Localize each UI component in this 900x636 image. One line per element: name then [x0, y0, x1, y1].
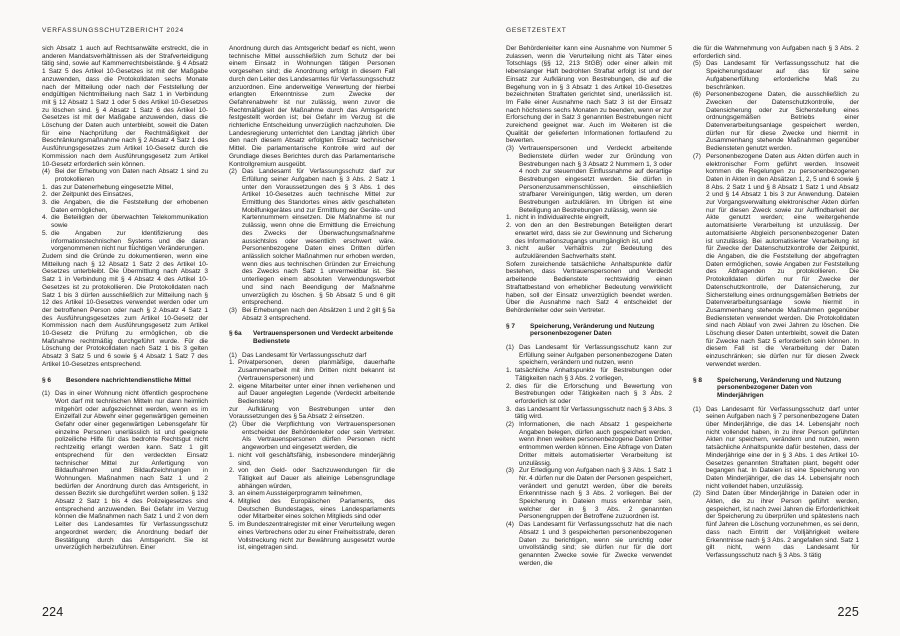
section-title: Speicherung, Veränderung und Nutzung personenbezogener Daten: [530, 322, 655, 338]
paragraph-marker: 3.: [229, 490, 235, 498]
paragraph-text: Das Landesamt für Verfassungsschutz darf zur Erfüllung seiner Aufgaben nach § 3 Abs. 2 Satz 1 unter den Voraussetzungen des § 3 Abs. 1 des Artikel 10-Gesetzes auch technische Mittel zur Ermittlung des Standortes eines aktiv geschalteten Mobilfunkgerätes und zur Ermittlung der Geräte- und Kartennummern einsetzen. Die Maßnahme ist nur zulässig, wenn ohne die Ermittlung die Erreichung des Zwecks der Überwachungsmaßnahme aussichtslos oder wesentlich erschwert wäre. Personenbezogene Daten eines Dritten dürfen anlässlich solcher Maßnahmen nur erhoben werden, wenn dies aus technischen Gründen zur Erreichung des Zwecks nach Satz 1 unvermeidbar ist. Sie unterliegen einem absoluten Verwendungsverbot und sind nach Beendigung der Maßnahme unverzüglich zu löschen. § 5b Absatz 5 und 6 gilt entsprechend.: [242, 168, 395, 307]
section-heading: [693, 377, 859, 400]
paragraph: zur Aufklärung von Bestrebungen unter den Voraussetzungen des § 5a Absatz 2 einsetzen.: [229, 405, 395, 421]
paragraph-marker: (4): [506, 521, 514, 529]
paragraph-text: von den Geld- oder Sachzuwendungen für die Tätigkeit auf Dauer als alleinige Lebensgrundlage abhängen würden,: [238, 467, 395, 490]
list-item: [229, 521, 395, 552]
list-item: [42, 184, 208, 192]
paragraph-text: von den an den Bestrebungen Beteiligten derart erwartet wird, dass sie zur Gewinnung und Sicherung des Informationszugangs unumgänglich ist, und: [515, 222, 672, 245]
paragraph-marker: 4.: [42, 214, 48, 222]
paragraph-marker: 1.: [506, 367, 512, 375]
paragraph: Der Behördenleiter kann eine Ausnahme von Nummer 5 zulassen, wenn die Verurteilung nicht als Täter eines Totschlags (§§ 12, 213 StGB) oder einer allein mit lebenslanger Haft bedrohten Straftat erfolgt ist und der Einsatz zur Aufklärung von Bestrebungen, die auf die Begehung von in § 3 Absatz 1 des Artikel 10-Gesetzes bezeichneten Straftaten gerichtet sind, unerlässlich ist. Im Falle einer Ausnahme nach Satz 3 ist der Einsatz nach höchstens sechs Monaten zu beenden, wenn er zur Erforschung der in Satz 3 genannten Bestrebungen nicht zureichend geeignet war. Auch im Weiteren ist die Qualität der gelieferten Informationen fortlaufend zu bewerten.: [506, 45, 672, 145]
text-column: [693, 45, 859, 593]
paragraph: [229, 421, 395, 452]
section-title: Speicherung, Veränderung und Nutzung personenbezogener Daten von Minderjährigen: [717, 376, 842, 399]
text-column: [229, 45, 395, 593]
list-item: [42, 191, 208, 199]
section-heading: [42, 377, 208, 385]
running-head-left: VERFASSUNGSSCHUTZBERICHT 2024: [42, 27, 184, 34]
paragraph: [506, 145, 672, 214]
paragraph-marker: (3): [506, 145, 514, 153]
paragraph-marker: 2.: [42, 191, 48, 199]
list-item: [229, 490, 395, 498]
paragraph-marker: 1.: [229, 359, 235, 367]
paragraph-marker: (2): [229, 421, 237, 429]
paragraph: [42, 168, 208, 183]
paragraph: [506, 421, 672, 467]
paragraph-text: die Beteiligten der überwachten Telekommunikation sowie: [51, 214, 208, 230]
paragraph-marker: (3): [229, 306, 237, 314]
paragraph: [506, 467, 672, 521]
section-number: § 7: [506, 322, 516, 330]
paragraph: Zudem sind die Gründe zu dokumentieren, wenn eine Mitteilung nach § 12 Absatz 1 Satz 2 des Artikel 10-Gesetzes unterbleibt. Die Übermittlung nach Absatz 3 Satz 1 in Verbindung mit § 4 Absatz 4 des Artikel 10-Gesetzes ist zu protokollieren. Die Protokolldaten nach Satz 1 bis 3 dürfen ausschließlich zur Mitteilung nach § 12 des Artikel 10-Gesetzes verwendet werden oder um der betroffenen Person oder nach § 2 Absatz 4 Satz 1 des Ausführungsgesetzes zum Artikel 10-Gesetz der Kommission nach dem Ausführungsgesetz zum Artikel 10-Gesetz die Prüfung zu ermöglichen, ob die Maßnahme rechtmäßig durchgeführt wurde. Für die Löschung der Protokolldaten nach Satz 1 bis 3 gelten Absatz 3 Satz 5 und 6 sowie § 4 Absatz 1 Satz 7 des Artikel 10-Gesetzes entsprechend.: [42, 252, 208, 368]
paragraph: [693, 490, 859, 559]
paragraph: Anordnung durch das Amtsgericht bedarf es nicht, wenn technische Mittel ausschließlich zum Schutz der bei einem Einsatz in Wohnungen tätigen Personen vorgesehen sind; die Anordnung erfolgt in diesem Fall durch den Leiter des Landesamtes für Verfassungsschutz anzuordnen. Eine anderweitige Verwertung der hierbei erlangten Erkenntnisse zum Zwecke der Gefahrenabwehr ist nur zulässig, wenn zuvor die Rechtmäßigkeit der Maßnahme durch das Amtsgericht festgestellt worden ist; bei Gefahr im Verzug ist die richterliche Entscheidung unverzüglich nachzuholen. Die Landesregierung unterrichtet den Landtag jährlich über den nach diesem Absatz erfolgten Einsatz technischer Mittel. Die parlamentarische Kontrolle wird auf der Grundlage dieses Berichtes durch das Parlamentarische Kontrollgremium ausgeübt.: [229, 45, 395, 168]
paragraph-text: Zur Erledigung von Aufgaben nach § 3 Abs. 1 Satz 1 Nr. 4 dürfen nur die Daten der Personen gespeichert, verändert und genutzt werden, über die bereits Erkenntnisse nach § 3 Abs. 2 vorliegen. Bei der Speicherung in Dateien muss erkennbar sein, welcher der in § 3 Abs. 2 genannten Personengruppen der Betroffene zuzuordnen ist.: [519, 467, 672, 521]
paragraph-marker: (3): [506, 467, 514, 475]
paragraph-marker: 1.: [506, 214, 512, 222]
list-item: [506, 245, 672, 260]
list-item: [506, 406, 672, 421]
page-number-right: 225: [837, 605, 859, 619]
paragraph: [229, 307, 395, 322]
paragraph: die für die Wahrnehmung von Aufgaben nach § 3 Abs. 2 erforderlich sind.: [693, 45, 859, 60]
paragraph-text: Personenbezogene Daten aus Akten dürfen auch in elektronischer Form geführt werden. Insoweit kommen die Regelungen zu personenbezogenen Daten in Akten in den Absätzen 1, 2, 5 und 6 sowie § 8 Abs. 2 Satz 1 und § 8 Absatz 1 Satz 1 und Absatz 2 und § 14 Absatz 1 bis 3 zur Anwendung. Dateien zur Vorgangsverwaltung elektronischer Akten dürfen nur für diesen Zweck sowie zur Auffindbarkeit der Akte genutzt werden; eine weitergehende automatisierte Verarbeitung ist unzulässig. Der automatisierte Abgleich personenbezogener Daten ist unzulässig. Bei automatisierter Verarbeitung ist für Zwecke der Datenschutzkontrolle der Zeitpunkt, die Angaben, die die Feststellung der abgefragten Daten ermöglichen, sowie Angaben zur Feststellung des Abfragenden zu protokollieren. Die Protokolldaten dürfen nur für Zwecke der Datenschutzkontrolle, der Datensicherung, zur Sicherstellung eines ordnungsgemäßen Betriebs der Datenverarbeitungsanlage sowie hiermit in Zusammenhang stehende Maßnahmen gegenüber Bediensteten verwendet werden. Die Protokolldaten sind nach Ablauf von zwei Jahren zu löschen. Die Löschung dieser Daten unterbleibt, soweit die Daten für Zwecke nach Satz 5 erforderlich sein können. In diesem Fall ist die Verarbeitung der Daten einzuschränken; sie dürfen nur für diesen Zweck verwendet werden.: [706, 152, 859, 368]
paragraph-text: Privatpersonen, deren planmäßige, dauerhafte Zusammenarbeit mit ihm Dritten nicht bekannt ist (Vertrauenspersonen) und: [238, 359, 395, 382]
paragraph-text: eigene Mitarbeiter unter einer ihnen verliehenen und auf Dauer angelegten Legende (Verdeckt arbeitende Bedienstete): [238, 382, 395, 405]
paragraph-marker: (5): [693, 60, 701, 68]
paragraph-text: nicht außer Verhältnis zur Bedeutung des aufzuklärenden Sachverhalts steht.: [515, 245, 672, 260]
section-title: Vertrauenspersonen und Verdeckt arbeitende Bedienstete: [253, 330, 394, 346]
paragraph-marker: (1): [506, 344, 514, 352]
paragraph-text: die Angaben zur Identifizierung des informationstechnischen Systems und die daran vorgenommenen nicht nur flüchtigen Veränderungen.: [51, 229, 208, 253]
running-head-right: GESETZESTEXT: [506, 27, 567, 34]
paragraph: [693, 60, 859, 91]
list-item: [506, 222, 672, 245]
paragraph-marker: 5.: [229, 521, 235, 529]
paragraph-text: nicht in Individualrechte eingreift,: [515, 214, 610, 222]
list-item: [229, 467, 395, 490]
paragraph-text: die Angaben, die die Feststellung der erhobenen Daten ermöglichen,: [51, 199, 208, 214]
paragraph-marker: 3.: [506, 405, 512, 413]
paragraph-text: nicht voll geschäftsfähig, insbesondere minderjährig sind,: [238, 451, 395, 467]
section-heading: [506, 323, 672, 338]
text-column: [42, 45, 208, 593]
paragraph-text: Vertrauenspersonen und Verdeckt arbeitende Bedienstete dürfen weder zur Gründung von Bestrebungen nach § 3 Absatz 2 Nummern 1, 3 oder 4 noch zur steuernden Einflussnahme auf derartige Bestrebungen eingesetzt werden. Sie dürfen in Personenzusammenschlüssen, einschließlich strafbarer Vereinigungen, tätig werden, um deren Bestrebungen aufzuklären. Im Übrigen ist eine Beteiligung an Bestrebungen zulässig, wenn sie: [519, 145, 672, 214]
paragraph-marker: (6): [693, 91, 701, 99]
section-number: § 8: [693, 376, 703, 384]
paragraph-marker: 5.: [42, 229, 48, 237]
paragraph-text: Das Landesamt für Verfassungsschutz hat die nach Absatz 1 und 3 gespeicherten personenbezogenen Daten zu berichtigen, wenn sie unrichtig oder unvollständig sind; sie dürfen nur für die dort genannten Zwecke sowie für Zwecke verwendet werden, die: [519, 521, 672, 567]
paragraph-text: dies für die Erforschung und Bewertung von Bestrebungen oder Tätigkeiten nach § 3 Abs. 2 erforderlich ist oder: [515, 382, 672, 405]
paragraph-marker: 2.: [506, 382, 512, 390]
paragraph: [693, 406, 859, 491]
list-item: [229, 498, 395, 521]
paragraph: [42, 390, 208, 552]
list-item: [42, 230, 208, 253]
paragraph-text: Das Landesamt für Verfassungsschutz hat die Speicherungsdauer auf das für seine Aufgabenerfüllung erforderliche Maß zu beschränken.: [706, 60, 859, 91]
paragraph: [506, 344, 672, 367]
paragraph-marker: (2): [506, 421, 514, 429]
paragraph-text: Informationen, die nach Absatz 1 gespeicherte Angaben belegen, dürfen auch gespeichert werden, wenn ihnen weitere personenbezogene Daten Dritter entnommen werden können. Eine Abfrage von Daten Dritter mittels automatisierter Verarbeitung ist unzulässig.: [519, 421, 672, 467]
paragraph-text: an einem Aussteigerprogramm teilnehmen,: [238, 490, 362, 498]
paragraph-text: tatsächliche Anhaltspunkte für Bestrebungen oder Tätigkeiten nach § 3 Abs. 2 vorliegen,: [515, 367, 672, 382]
document-spread: [42, 45, 859, 593]
paragraph: [693, 91, 859, 153]
paragraph-text: der Zeitpunkt des Einsatzes,: [51, 191, 134, 199]
paragraph-text: Das Landesamt für Verfassungsschutz kann zur Erfüllung seiner Aufgaben personenbezogene Daten speichern, verändern und nutzen, wenn: [519, 344, 672, 367]
paragraph-marker: 2.: [229, 467, 235, 475]
section-number: § 6: [42, 376, 52, 384]
paragraph-marker: (7): [693, 152, 701, 160]
paragraph-text: Das in einer Wohnung nicht öffentlich gesprochene Wort darf mit technischen Mitteln nur dann heimlich mitgehört oder aufgezeichnet werden, wenn es im Einzelfall zur Abwehr einer gegenwärtigen gemeinen Gefahr oder einer gegenwärtigen Lebensgefahr für einzelne Personen unerlässlich ist und geeignete polizeiliche Hilfe für das bedrohte Rechtsgut nicht rechtzeitig erlangt werden kann. Satz 1 gilt entsprechend für den verdeckten Einsatz technischer Mittel zur Anfertigung von Bildaufnahmen und Bildaufzeichnungen in Wohnungen. Maßnahmen nach Satz 1 und 2 bedürfen der Anordnung durch das Amtsgericht, in dessen Bezirk sie durchgeführt werden sollen. § 132 Absatz 2 Satz 1 bis 4 des Polizeigesetzes sind entsprechend anzuwenden. Bei Gefahr im Verzug können die Maßnahmen nach Satz 1 und 2 von dem Leiter des Landesamtes für Verfassungsschutz angeordnet werden; die Anordnung bedarf der Bestätigung durch das Amtsgericht. Sie ist unverzüglich herbeizuführen. Einer: [55, 390, 208, 552]
paragraph: [229, 168, 395, 307]
paragraph-text: Das Landesamt für Verfassungsschutz darf: [242, 351, 367, 359]
list-item: [229, 383, 395, 406]
paragraph-text: Personenbezogene Daten, die ausschließlich zu Zwecken der Datenschutzkontrolle, der Datensicherung oder zur Sicherstellung eines ordnungsgemäßen Betriebs einer Datenverarbeitungsanlage gespeichert werden, dürfen nur für diese Zwecke und hiermit in Zusammenhang stehende Maßnahmen gegenüber Bediensteten genutzt werden.: [706, 91, 859, 153]
list-item: [229, 452, 395, 467]
paragraph: [693, 153, 859, 369]
paragraph-marker: 4.: [229, 498, 235, 506]
paragraph-marker: 3.: [42, 199, 48, 207]
paragraph-marker: (2): [229, 168, 237, 176]
section-title: Besondere nachrichtendienstliche Mittel: [66, 376, 191, 384]
list-item: [506, 383, 672, 406]
paragraph: [506, 521, 672, 567]
paragraph-text: Bei der Erhebung von Daten nach Absatz 1 sind zu protokollieren: [55, 168, 208, 183]
paragraph-marker: 1.: [42, 183, 48, 191]
paragraph-text: im Bundeszentralregister mit einer Verurteilung wegen eines Verbrechens oder zu einer Freiheitsstrafe, deren Vollstreckung nicht zur Bewährung ausgesetzt wurde ist, eingetragen sind.: [238, 521, 395, 552]
paragraph-text: das Landesamt für Verfassungsschutz nach § 3 Abs. 3 tätig wird.: [515, 405, 672, 421]
paragraph: Sofern zureichende tatsächliche Anhaltspunkte dafür bestehen, dass Vertrauenspersonen und Verdeckt arbeitende Bedienstete rechtswidrig einen Straftatbestand von erheblicher Bedeutung verwirklicht haben, soll der Einsatz unverzüglich beendet werden. Über die Ausnahme nach Satz 4 entscheidet der Behördenleiter oder sein Vertreter.: [506, 260, 672, 314]
list-item: [506, 367, 672, 382]
paragraph: [229, 352, 395, 360]
paragraph-text: Über die Verpflichtung von Vertrauenspersonen entscheidet der Behördenleiter oder sein Vertreter. Als Vertrauenspersonen dürfen Personen nicht angeworben und eingesetzt werden, die: [242, 421, 395, 452]
paragraph-marker: 2.: [229, 382, 235, 390]
paragraph: sich Absatz 1 auch auf Rechtsanwälte erstreckt, die in anderen Mandatsverhältnissen als der Strafverteidigung tätig sind, sowie auf Kammerrechtsbeistände. § 4 Absatz 1 Satz 5 des Artikel 10-Gesetzes ist mit der Maßgabe anzuwenden, dass die Protokolldaten sechs Monate nach der Mitteilung oder nach der Feststellung der endgültigen Nichtmitteilung nach Satz 1 in Verbindung mit § 12 Absatz 1 Satz 1 oder 5 des Artikel 10-Gesetzes zu löschen sind. § 4 Absatz 1 Satz 6 des Artikel 10-Gesetzes ist mit der Maßgabe anzuwenden, dass die Löschung der Daten auch unterbleibt, soweit die Daten für eine Nachprüfung der Rechtmäßigkeit der Beschränkungsmaßnahme nach § 2 Absatz 4 Satz 1 des Ausführungsgesetzes zum Artikel 10-Gesetz durch die Kommission nach dem Ausführungsgesetz zum Artikel 10-Gesetz erforderlich sein können.: [42, 45, 208, 168]
paragraph-marker: 1.: [229, 451, 235, 459]
list-item: [42, 214, 208, 229]
paragraph-marker: (2): [693, 490, 701, 498]
paragraph-marker: (1): [42, 390, 50, 398]
paragraph-marker: 3.: [506, 245, 512, 253]
paragraph-marker: (4): [42, 168, 50, 176]
list-item: [229, 359, 395, 382]
text-column: [506, 45, 672, 593]
section-heading: [229, 330, 395, 345]
paragraph-text: Sind Daten über Minderjährige in Dateien oder in Akten, die zu ihrer Person geführt werden, gespeichert, ist nach zwei Jahren die Erforderlichkeit der Speicherung zu überprüfen und spätestens nach fünf Jahren die Löschung vorzunehmen, es sei denn, dass nach Eintritt der Volljährigkeit weitere Erkenntnisse nach § 3 Abs. 2 angefallen sind. Satz 1 gilt nicht, wenn das Landesamt für Verfassungsschutz nach § 3 Abs. 3 tätig: [706, 490, 859, 559]
paragraph-text: Bei Erhebungen nach den Absätzen 1 und 2 gilt § 5a Absatz 3 entsprechend.: [242, 306, 395, 322]
section-number: § 6a: [229, 330, 242, 338]
paragraph-marker: (1): [229, 351, 237, 359]
paragraph-text: das zur Datenerhebung eingesetzte Mittel,: [51, 183, 174, 191]
paragraph-marker: (1): [693, 405, 701, 413]
paragraph-text: Mitglied des Europäischen Parlaments, des Deutschen Bundestages, eines Landesparlaments oder Mitarbeiter eines solchen Mitglieds sind oder: [238, 498, 395, 521]
paragraph-marker: 2.: [506, 222, 512, 230]
page-number-left: 224: [42, 605, 64, 619]
list-item: [42, 199, 208, 214]
paragraph-text: Das Landesamt für Verfassungsschutz darf unter seinen Aufgaben nach § 7 personenbezogene Daten über Minderjährige, die das 14. Lebensjahr noch nicht vollendet haben, in zu ihrer Person geführten Akten nur speichern, verändern und nutzen, wenn tatsächliche Anhaltspunkte dafür bestehen, dass der Minderjährige eine der in § 3 Abs. 1 des Artikel 10-Gesetzes genannten Straftaten plant, begeht oder begangen hat. In Dateien ist eine Speicherung von Daten Minderjähriger, die das 14. Lebensjahr noch nicht vollendet haben, unzulässig.: [706, 405, 859, 490]
list-item: [506, 214, 672, 222]
